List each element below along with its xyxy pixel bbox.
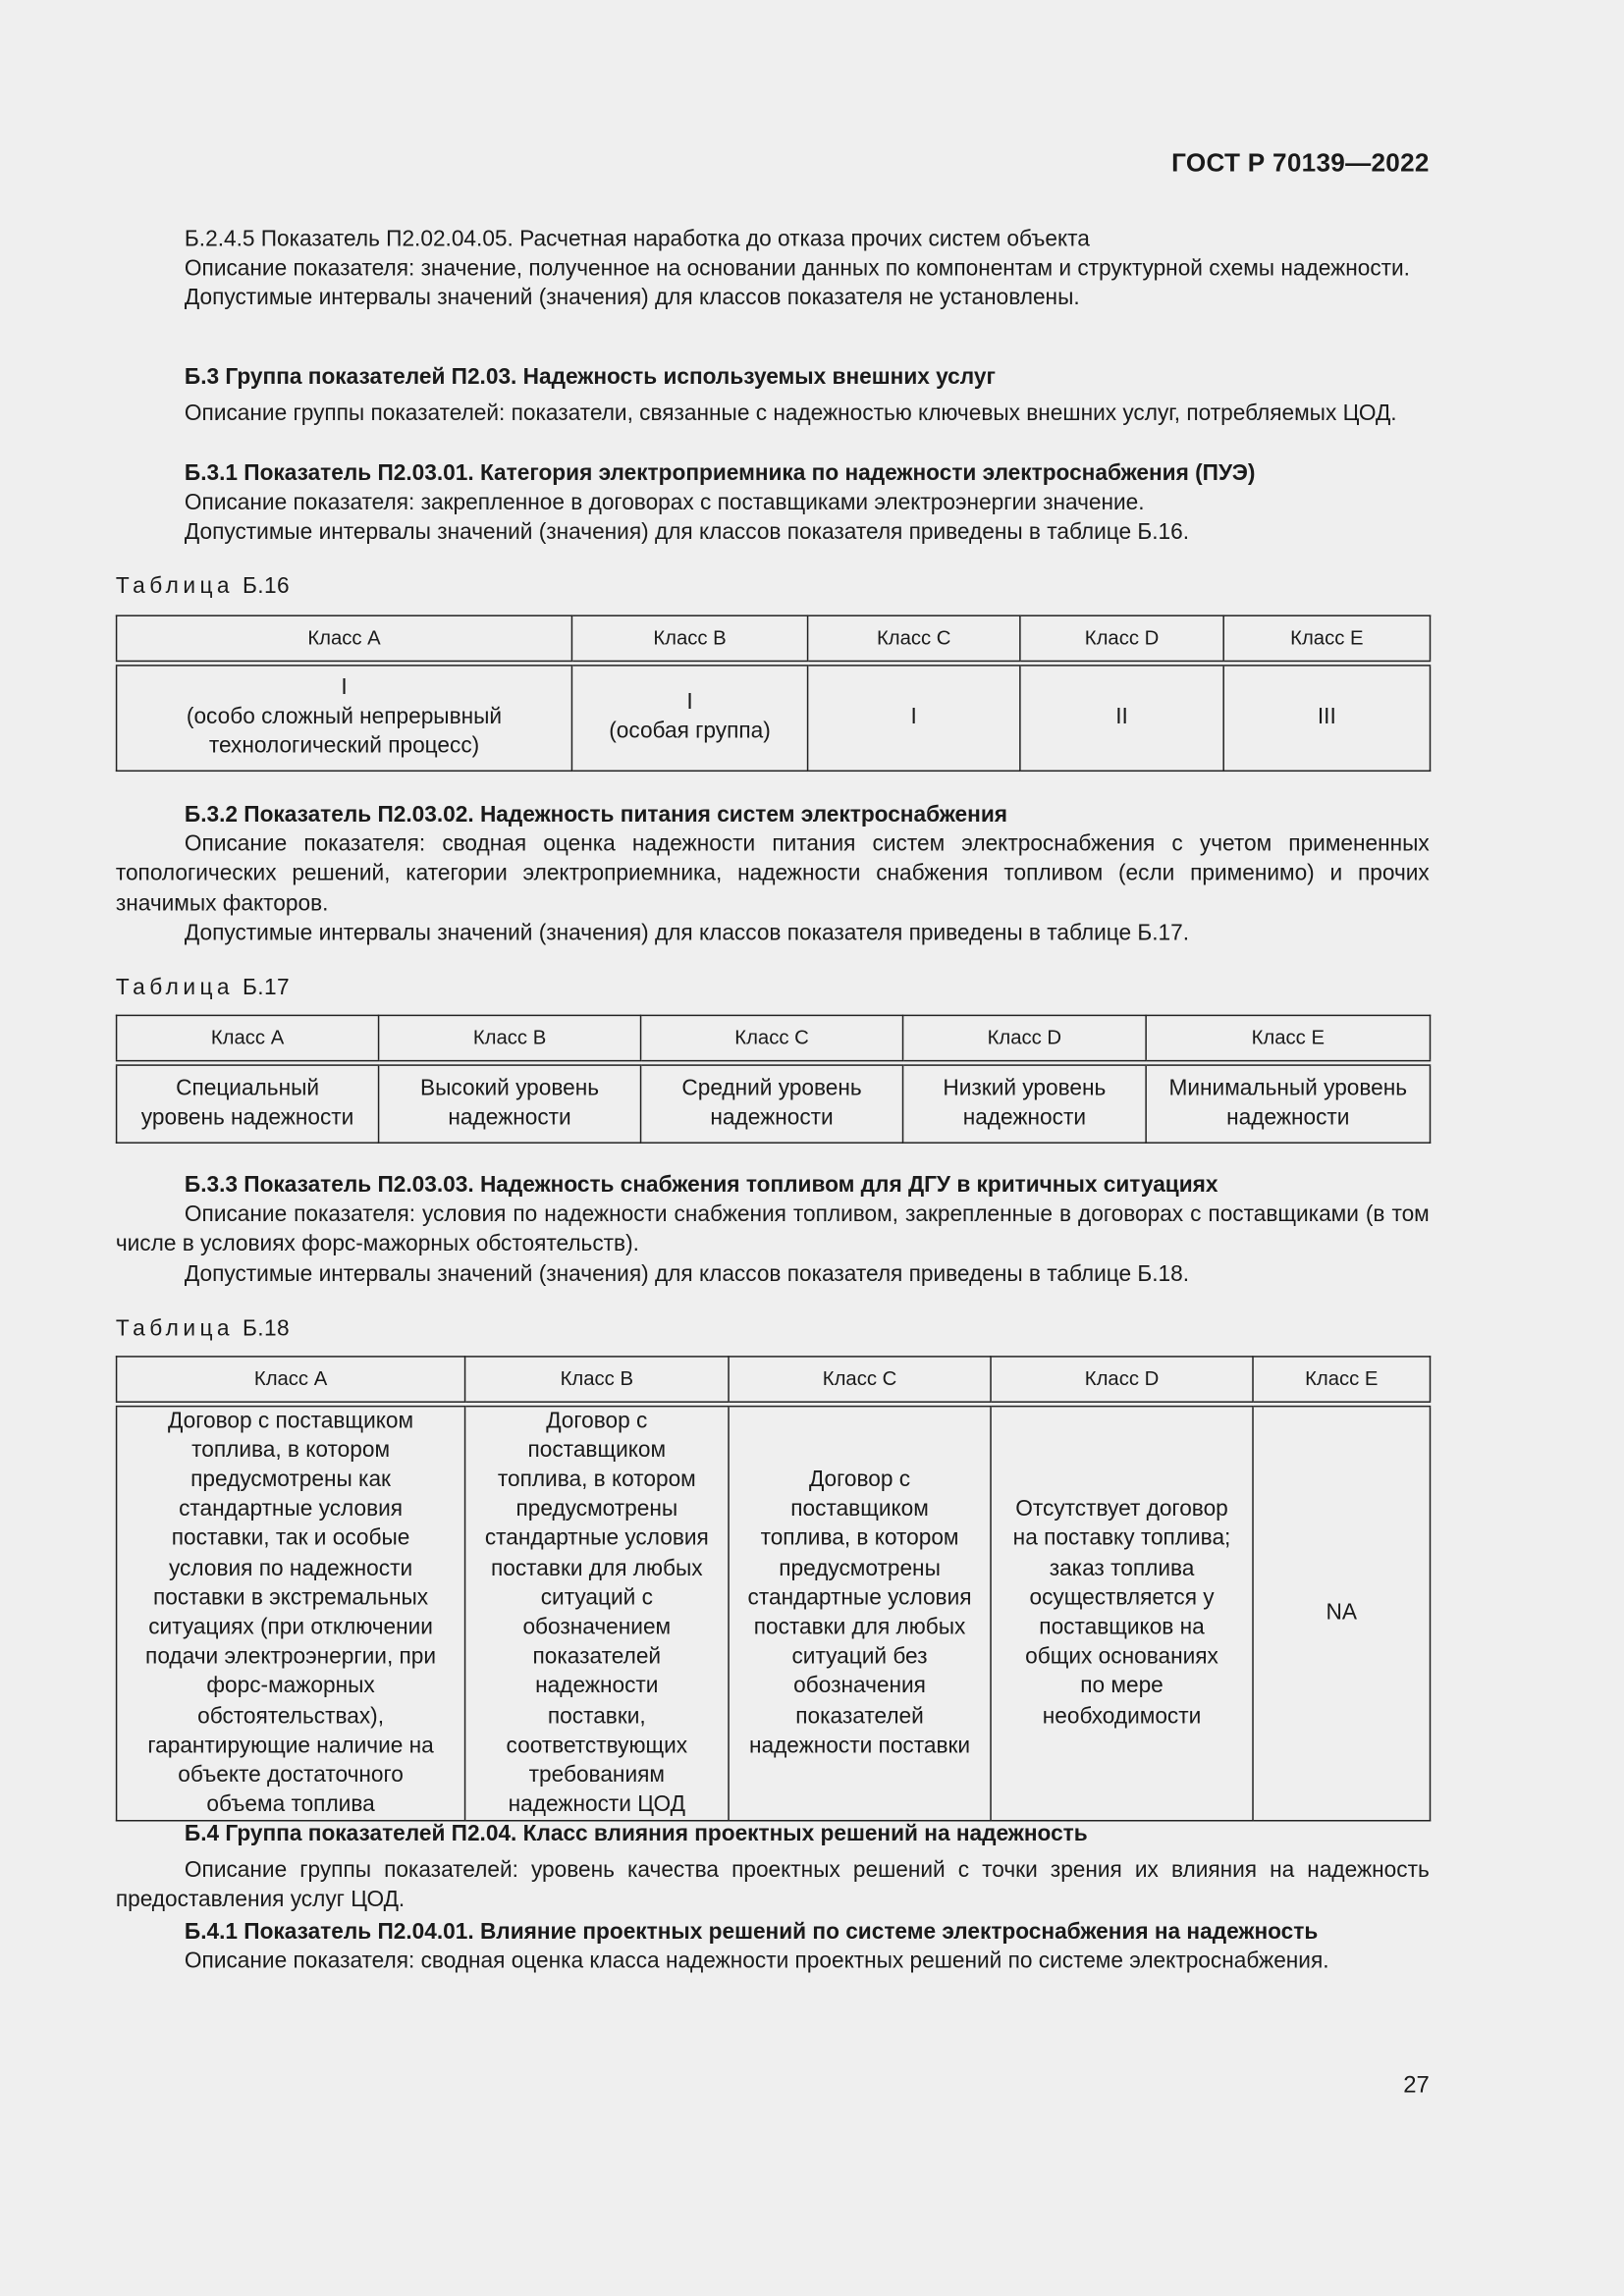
header-cell: Класс B	[571, 615, 807, 663]
section-b41	[116, 1918, 1430, 1977]
section-heading: Б.3.2 Показатель П2.03.02. Надежность питания систем электроснабжения	[184, 802, 1007, 828]
table-cell: Отсутствует договор на поставку топлива; заказ топлива осуществляется у поставщиков на общих основаниях по мере необходимости	[991, 1404, 1253, 1822]
section-description: Описание показателя: значение, полученное на основании данных по компонентам и структурной схемы надежности.	[184, 256, 1410, 282]
header-cell: Класс E	[1146, 1015, 1430, 1062]
section-b3	[116, 363, 1430, 430]
section-description: Описание показателя: условия по надежности снабжения топливом, закрепленные в договорах с поставщиками (в том числе в условиях форс-мажорных обстоятельств).	[115, 1201, 1430, 1257]
section-heading: Б.3 Группа показателей П2.03. Надежность используемых внешних услуг	[184, 364, 996, 390]
table-cell: Договор с поставщиком топлива, в котором предусмотрены стандартные условия поставки для любых ситуаций с обозначением показателей надежности поставки, соответствующих требованиям надежности ЦОД	[465, 1404, 729, 1822]
header-cell: Класс C	[808, 615, 1020, 663]
section-b33	[116, 1171, 1430, 1290]
table-caption: Таблица Б.17	[115, 975, 291, 1000]
header-cell: Класс A	[117, 1015, 379, 1062]
table-cell: Низкий уровень надежности	[903, 1062, 1147, 1143]
document-header: ГОСТ Р 70139—2022	[1171, 147, 1430, 178]
table-cell: Средний уровень надежности	[641, 1062, 903, 1143]
table-caption: Таблица Б.18	[115, 1315, 291, 1342]
section-b32	[116, 801, 1430, 949]
table-row	[117, 663, 1431, 771]
table-cell: I	[808, 663, 1020, 771]
table-b16	[116, 614, 1431, 772]
table-cell: I (особо сложный непрерывный технологический процесс)	[117, 663, 572, 771]
section-b245	[116, 226, 1430, 314]
section-intervals: Допустимые интервалы значений (значения) для классов показателя приведены в таблице Б.16.	[184, 520, 1190, 546]
table-cell: NA	[1253, 1404, 1430, 1822]
header-cell: Класс E	[1253, 1357, 1430, 1404]
section-b31	[116, 459, 1430, 548]
table-cell: Минимальный уровень надежности	[1146, 1062, 1430, 1143]
table-b18	[116, 1356, 1431, 1822]
section-heading: Б.4 Группа показателей П2.04. Класс влияния проектных решений на надежность	[184, 1821, 1088, 1846]
header-cell: Класс B	[465, 1357, 729, 1404]
header-cell: Класс A	[117, 1357, 465, 1404]
header-cell: Класс C	[641, 1015, 903, 1062]
section-heading: Б.3.3 Показатель П2.03.03. Надежность снабжения топливом для ДГУ в критичных ситуациях	[184, 1172, 1218, 1199]
header-cell: Класс D	[991, 1357, 1253, 1404]
table-row	[117, 1062, 1431, 1143]
table-header-row	[117, 1015, 1431, 1062]
table-header-row	[117, 615, 1431, 663]
header-cell: Класс C	[729, 1357, 991, 1404]
table-caption: Таблица Б.16	[115, 573, 291, 600]
section-description: Описание показателя: сводная оценка класса надежности проектных решений по системе электроснабжения.	[184, 1949, 1329, 1974]
table-row	[117, 1404, 1431, 1822]
section-description: Описание группы показателей: показатели, связанные с надежностью ключевых внешних услуг, потребляемых ЦОД.	[184, 400, 1397, 427]
header-cell: Класс D	[1020, 615, 1223, 663]
table-b17	[116, 1015, 1431, 1144]
section-description: Описание группы показателей: уровень качества проектных решений с точки зрения их влияния на надежность предоставления услуг ЦОД.	[115, 1858, 1430, 1913]
section-b4	[116, 1820, 1430, 1916]
table-cell: Специальный уровень надежности	[117, 1062, 379, 1143]
section-heading: Б.3.1 Показатель П2.03.01. Категория электроприемника по надежности электроснабжения (ПУЭ)	[184, 460, 1256, 487]
table-cell: I (особая группа)	[571, 663, 807, 771]
page-number: 27	[1403, 2073, 1430, 2099]
table-cell: III	[1223, 663, 1430, 771]
table-cell: Высокий уровень надежности	[379, 1062, 641, 1143]
section-intervals: Допустимые интервалы значений (значения) для классов показателя приведены в таблице Б.18.	[184, 1261, 1190, 1287]
section-intervals: Допустимые интервалы значений (значения) для классов показателя не установлены.	[184, 286, 1080, 311]
table-cell: II	[1020, 663, 1223, 771]
section-description: Описание показателя: сводная оценка надежности питания систем электроснабжения с учетом примененных топологических решений, категории электроприемника, надежности снабжения топливом (если применимо) и прочих значимых факторов.	[115, 831, 1430, 917]
table-cell: Договор с поставщиком топлива, в котором предусмотрены как стандартные условия поставки, так и особые условия по надежности поставки в экстремальных ситуациях (при отключении подачи электроэнергии, при форс-мажорных обстоятельствах), гарантирующие наличие на объекте достаточного объема топлива	[117, 1404, 465, 1822]
section-heading: Б.4.1 Показатель П2.04.01. Влияние проектных решений по системе электроснабжения на надежность	[184, 1919, 1319, 1945]
header-cell: Класс A	[117, 615, 572, 663]
section-description: Описание показателя: закрепленное в договорах с поставщиками электроэнергии значение.	[184, 490, 1145, 516]
header-cell: Класс E	[1223, 615, 1430, 663]
header-cell: Класс B	[379, 1015, 641, 1062]
header-cell: Класс D	[903, 1015, 1147, 1062]
table-cell: Договор с поставщиком топлива, в котором предусмотрены стандартные условия поставки для любых ситуаций без обозначения показателей надежности поставки	[729, 1404, 991, 1822]
section-intervals: Допустимые интервалы значений (значения) для классов показателя приведены в таблице Б.17.	[184, 920, 1190, 946]
table-header-row	[117, 1357, 1431, 1404]
section-title: Б.2.4.5 Показатель П2.02.04.05. Расчетная наработка до отказа прочих систем объекта	[184, 227, 1090, 252]
